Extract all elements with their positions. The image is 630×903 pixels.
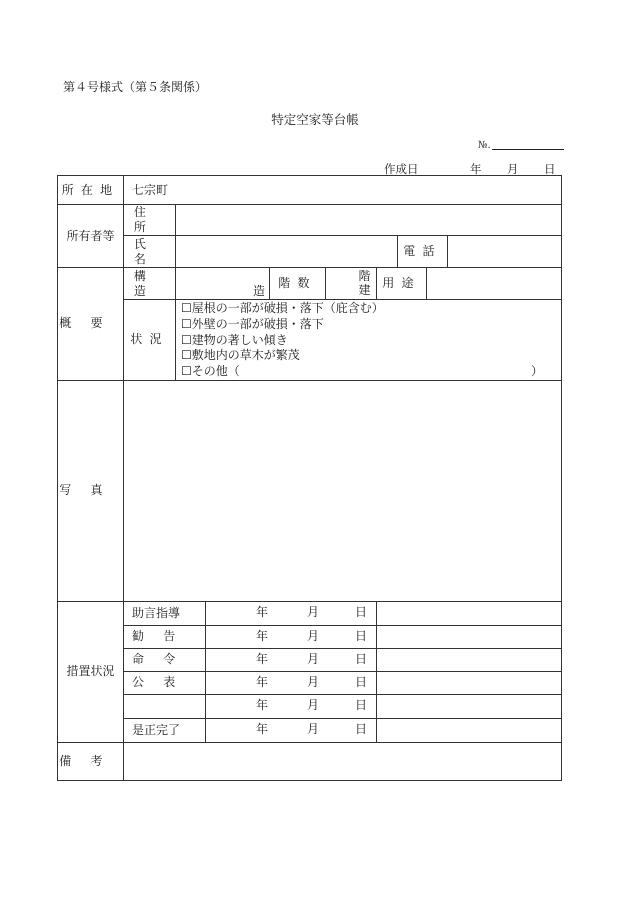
owner-address-row [58, 205, 562, 236]
measure-year-label: 年 [256, 674, 269, 689]
measure-date[interactable] [206, 718, 377, 742]
status-other-close: ） [531, 364, 544, 379]
remarks-field[interactable] [124, 742, 562, 780]
measure-month-label: 月 [307, 651, 320, 666]
status-checklist [176, 300, 562, 381]
overview-structure-row [58, 268, 562, 300]
measure-type: 勧告 [124, 625, 206, 648]
status-item-vegetation[interactable]: ☐敷地内の草木が繁茂 [181, 348, 300, 363]
measure-note[interactable] [377, 671, 562, 694]
measure-date[interactable] [206, 671, 377, 694]
remarks-label: 備考 [58, 742, 124, 780]
created-day-label: 日 [544, 162, 556, 176]
measure-year-label: 年 [256, 721, 269, 736]
status-item-wall[interactable]: ☐外壁の一部が破損・落下 [181, 316, 324, 331]
measure-date[interactable] [206, 694, 377, 718]
remarks-row [58, 742, 562, 780]
floors-suffix: 階建 [358, 269, 371, 297]
structure-field[interactable] [176, 268, 270, 300]
measure-note[interactable] [377, 718, 562, 742]
measure-note[interactable] [377, 625, 562, 648]
location-row [58, 176, 562, 205]
usage-label: 用途 [377, 268, 427, 300]
location-value[interactable]: 七宗町 [124, 176, 562, 205]
measure-month-label: 月 [307, 674, 320, 689]
owner-name-field[interactable] [176, 236, 398, 268]
document-title: 特定空家等台帳 [271, 112, 359, 127]
ledger-table [57, 175, 562, 781]
measure-row [58, 694, 562, 718]
measure-day-label: 日 [355, 628, 368, 643]
measure-note[interactable] [377, 601, 562, 625]
measure-day-label: 日 [355, 674, 368, 689]
owner-phone-label: 電話 [398, 236, 448, 268]
structure-suffix: 造 [252, 284, 265, 298]
measure-note[interactable] [377, 694, 562, 718]
status-other-label: ☐その他（ [181, 364, 240, 379]
measure-type: 助言指導 [124, 601, 206, 625]
photo-row [58, 380, 562, 601]
measure-type: 公表 [124, 671, 206, 694]
measure-row [58, 625, 562, 648]
measure-date[interactable] [206, 601, 377, 625]
number-underline [492, 149, 564, 150]
status-item-other[interactable] [181, 364, 561, 380]
owner-name-row [58, 236, 562, 268]
measure-day-label: 日 [355, 721, 368, 736]
created-month-label: 月 [507, 162, 519, 176]
measure-row [58, 671, 562, 694]
measure-note[interactable] [377, 648, 562, 671]
structure-label: 構造 [124, 268, 176, 300]
overview-label: 概要 [58, 268, 124, 381]
photo-label: 写真 [58, 380, 124, 601]
measure-month-label: 月 [307, 697, 320, 712]
measure-day-label: 日 [355, 697, 368, 712]
measure-day-label: 日 [355, 604, 368, 619]
usage-field[interactable] [427, 268, 562, 300]
overview-status-row [58, 300, 562, 381]
form-number: 第４号様式（第５条関係） [63, 80, 208, 94]
status-item-roof[interactable]: ☐屋根の一部が破損・落下（庇含む） [181, 301, 384, 315]
measure-month-label: 月 [307, 721, 320, 736]
measure-year-label: 年 [256, 604, 269, 619]
measure-row [58, 718, 562, 742]
created-date-label: 作成日 [384, 162, 419, 176]
measure-month-label: 月 [307, 628, 320, 643]
owner-phone-field[interactable] [448, 236, 562, 268]
measure-year-label: 年 [256, 628, 269, 643]
measure-month-label: 月 [307, 604, 320, 619]
status-item-tilt[interactable]: ☐建物の著しい傾き [181, 332, 288, 347]
measure-type: 是正完了 [124, 718, 206, 742]
measures-label: 措置状況 [58, 601, 124, 742]
floors-label: 階数 [270, 268, 326, 300]
location-label: 所在地 [58, 176, 124, 205]
number-label: №. [478, 140, 491, 151]
created-year-label: 年 [470, 162, 482, 176]
measure-year-label: 年 [256, 651, 269, 666]
status-label: 状況 [124, 300, 176, 381]
measure-type[interactable] [124, 694, 206, 718]
measure-row [58, 601, 562, 625]
measure-type: 命令 [124, 648, 206, 671]
owner-name-label: 氏名 [124, 236, 176, 268]
photo-area[interactable] [124, 380, 562, 601]
floors-field[interactable] [326, 268, 377, 300]
measure-year-label: 年 [256, 697, 269, 712]
measure-date[interactable] [206, 625, 377, 648]
measure-date[interactable] [206, 648, 377, 671]
owner-address-field[interactable] [176, 205, 562, 236]
measure-day-label: 日 [355, 651, 368, 666]
measure-row [58, 648, 562, 671]
owner-label: 所有者等 [58, 205, 124, 268]
owner-address-label: 住所 [124, 205, 176, 236]
